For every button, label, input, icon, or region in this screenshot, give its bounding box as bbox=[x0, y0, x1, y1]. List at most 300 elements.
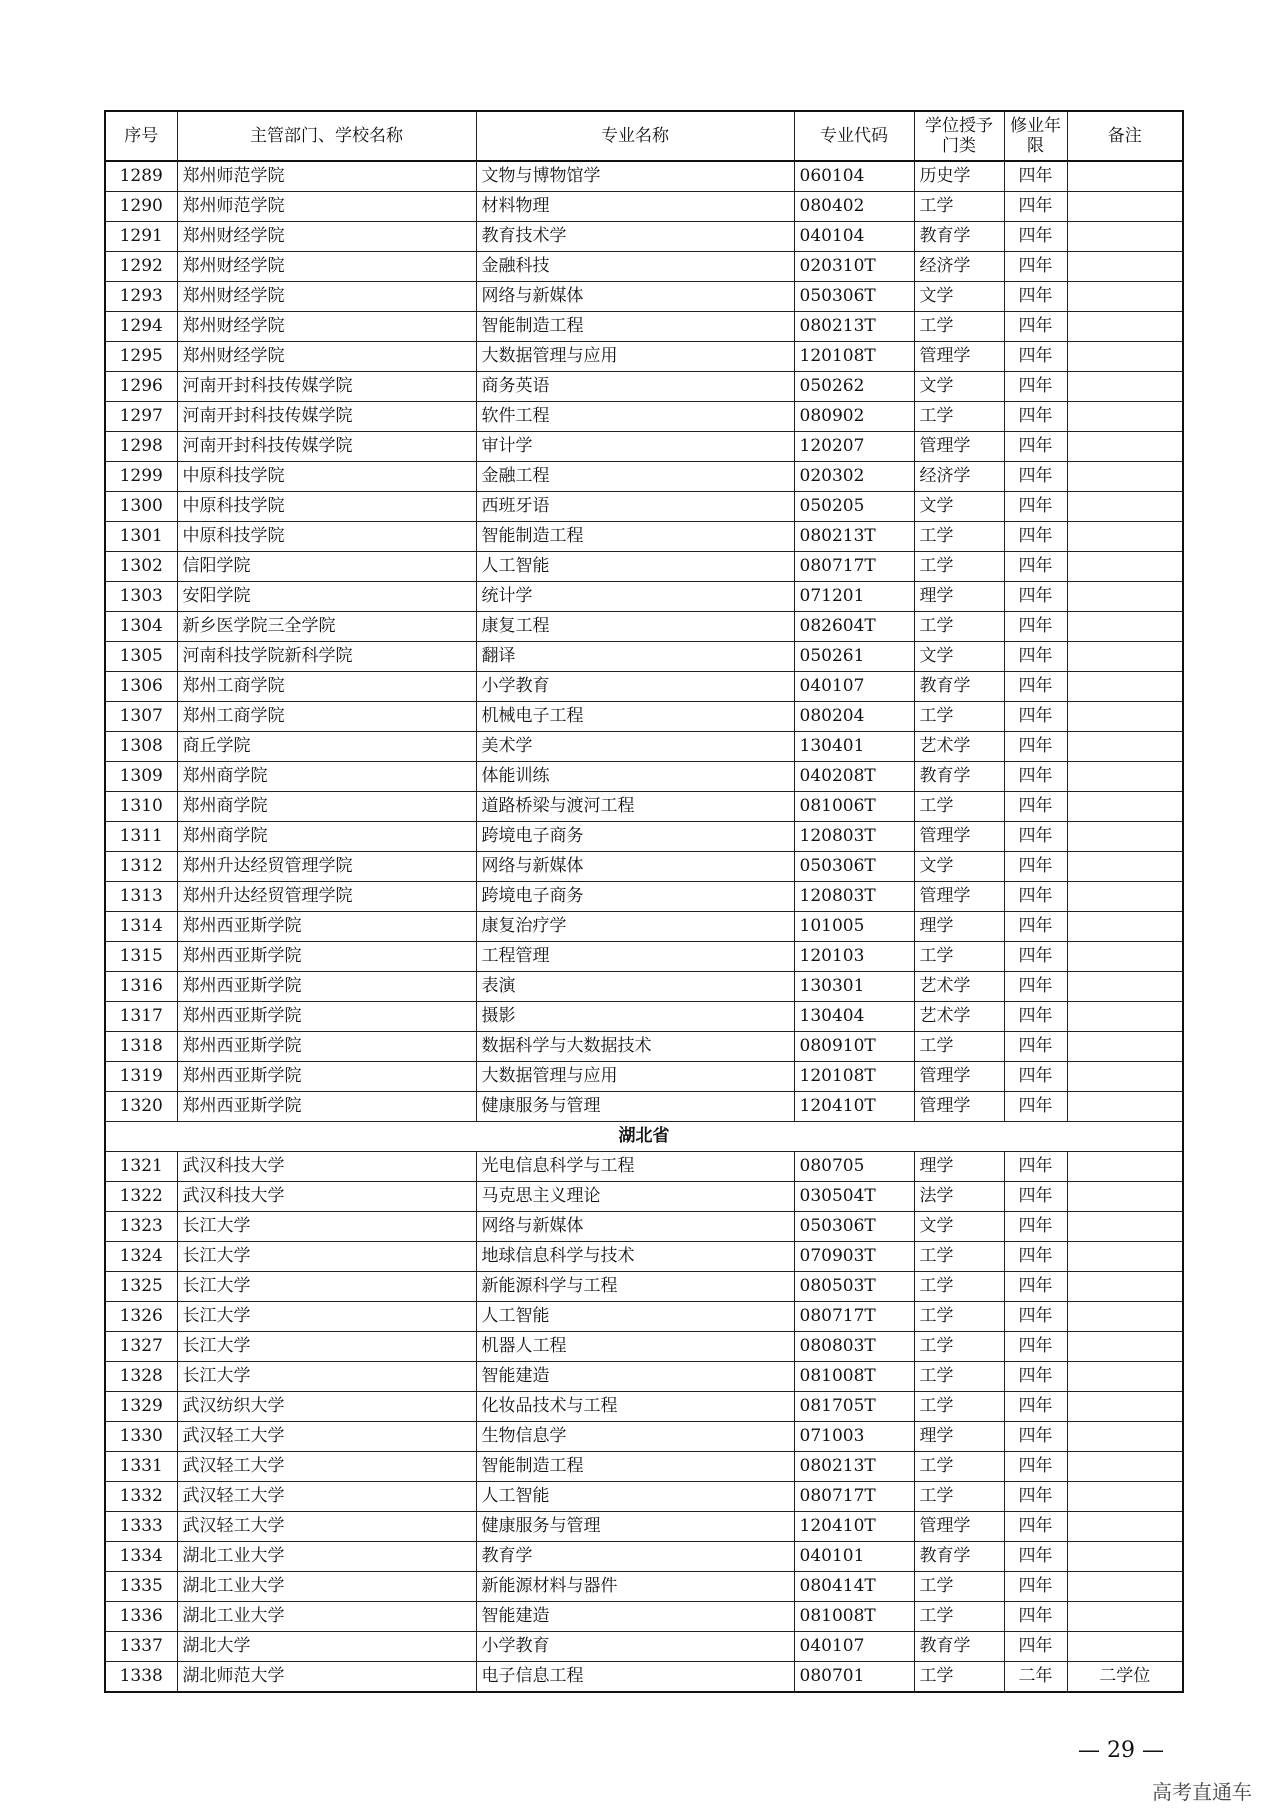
cell-code: 080204 bbox=[794, 702, 914, 732]
cell-major: 西班牙语 bbox=[476, 492, 794, 522]
cell-major: 审计学 bbox=[476, 432, 794, 462]
cell-degree: 理学 bbox=[914, 1422, 1004, 1452]
cell-major: 统计学 bbox=[476, 582, 794, 612]
cell-note bbox=[1067, 222, 1183, 252]
cell-major: 美术学 bbox=[476, 732, 794, 762]
cell-years: 四年 bbox=[1004, 1032, 1067, 1062]
header-degree: 学位授予门类 bbox=[914, 111, 1004, 161]
cell-years: 四年 bbox=[1004, 1632, 1067, 1662]
cell-degree: 理学 bbox=[914, 912, 1004, 942]
cell-note bbox=[1067, 1392, 1183, 1422]
cell-seq: 1306 bbox=[105, 672, 177, 702]
cell-note bbox=[1067, 882, 1183, 912]
cell-code: 080910T bbox=[794, 1032, 914, 1062]
table-row bbox=[105, 1662, 1183, 1693]
cell-code: 081705T bbox=[794, 1392, 914, 1422]
cell-school: 商丘学院 bbox=[177, 732, 476, 762]
table-row bbox=[105, 1542, 1183, 1572]
cell-code: 120803T bbox=[794, 822, 914, 852]
cell-school: 郑州西亚斯学院 bbox=[177, 942, 476, 972]
cell-seq: 1317 bbox=[105, 1002, 177, 1032]
cell-degree: 文学 bbox=[914, 282, 1004, 312]
table-row bbox=[105, 282, 1183, 312]
cell-note bbox=[1067, 1242, 1183, 1272]
cell-major: 地球信息科学与技术 bbox=[476, 1242, 794, 1272]
table-row bbox=[105, 942, 1183, 972]
cell-years: 四年 bbox=[1004, 1392, 1067, 1422]
cell-seq: 1293 bbox=[105, 282, 177, 312]
cell-school: 郑州工商学院 bbox=[177, 672, 476, 702]
cell-years: 四年 bbox=[1004, 1152, 1067, 1182]
cell-seq: 1289 bbox=[105, 161, 177, 192]
table-row bbox=[105, 1512, 1183, 1542]
cell-code: 120108T bbox=[794, 342, 914, 372]
cell-note bbox=[1067, 642, 1183, 672]
cell-school: 郑州西亚斯学院 bbox=[177, 1092, 476, 1122]
cell-degree: 工学 bbox=[914, 1392, 1004, 1422]
cell-seq: 1314 bbox=[105, 912, 177, 942]
cell-major: 人工智能 bbox=[476, 552, 794, 582]
cell-years: 四年 bbox=[1004, 342, 1067, 372]
cell-degree: 教育学 bbox=[914, 1542, 1004, 1572]
cell-degree: 经济学 bbox=[914, 252, 1004, 282]
cell-code: 040208T bbox=[794, 762, 914, 792]
cell-years: 四年 bbox=[1004, 672, 1067, 702]
cell-degree: 工学 bbox=[914, 702, 1004, 732]
cell-note bbox=[1067, 1092, 1183, 1122]
cell-note bbox=[1067, 522, 1183, 552]
cell-school: 河南科技学院新科学院 bbox=[177, 642, 476, 672]
cell-degree: 工学 bbox=[914, 612, 1004, 642]
table-row bbox=[105, 1392, 1183, 1422]
cell-degree: 管理学 bbox=[914, 432, 1004, 462]
cell-seq: 1332 bbox=[105, 1482, 177, 1512]
table-row bbox=[105, 342, 1183, 372]
cell-note bbox=[1067, 1632, 1183, 1662]
cell-major: 教育学 bbox=[476, 1542, 794, 1572]
cell-major: 健康服务与管理 bbox=[476, 1512, 794, 1542]
table-row bbox=[105, 672, 1183, 702]
cell-school: 郑州财经学院 bbox=[177, 282, 476, 312]
majors-table bbox=[104, 110, 1184, 1693]
cell-code: 120410T bbox=[794, 1092, 914, 1122]
cell-code: 080717T bbox=[794, 1482, 914, 1512]
cell-code: 081008T bbox=[794, 1362, 914, 1392]
cell-years: 四年 bbox=[1004, 1512, 1067, 1542]
table-row bbox=[105, 1602, 1183, 1632]
cell-seq: 1308 bbox=[105, 732, 177, 762]
cell-degree: 教育学 bbox=[914, 672, 1004, 702]
cell-note bbox=[1067, 161, 1183, 192]
cell-degree: 工学 bbox=[914, 1242, 1004, 1272]
cell-school: 长江大学 bbox=[177, 1362, 476, 1392]
cell-school: 郑州升达经贸管理学院 bbox=[177, 882, 476, 912]
cell-years: 四年 bbox=[1004, 822, 1067, 852]
cell-years: 四年 bbox=[1004, 1242, 1067, 1272]
cell-school: 武汉科技大学 bbox=[177, 1152, 476, 1182]
cell-note bbox=[1067, 942, 1183, 972]
cell-note bbox=[1067, 372, 1183, 402]
cell-major: 智能建造 bbox=[476, 1602, 794, 1632]
cell-seq: 1319 bbox=[105, 1062, 177, 1092]
cell-note bbox=[1067, 612, 1183, 642]
cell-seq: 1328 bbox=[105, 1362, 177, 1392]
cell-degree: 教育学 bbox=[914, 762, 1004, 792]
cell-years: 四年 bbox=[1004, 432, 1067, 462]
cell-major: 机械电子工程 bbox=[476, 702, 794, 732]
cell-major: 商务英语 bbox=[476, 372, 794, 402]
cell-major: 软件工程 bbox=[476, 402, 794, 432]
cell-years: 四年 bbox=[1004, 1302, 1067, 1332]
cell-years: 四年 bbox=[1004, 1572, 1067, 1602]
cell-years: 四年 bbox=[1004, 282, 1067, 312]
cell-code: 080213T bbox=[794, 312, 914, 342]
cell-seq: 1336 bbox=[105, 1602, 177, 1632]
cell-code: 080503T bbox=[794, 1272, 914, 1302]
table-row bbox=[105, 1482, 1183, 1512]
cell-major: 网络与新媒体 bbox=[476, 1212, 794, 1242]
cell-degree: 经济学 bbox=[914, 462, 1004, 492]
cell-school: 中原科技学院 bbox=[177, 462, 476, 492]
cell-code: 050306T bbox=[794, 282, 914, 312]
table-row bbox=[105, 642, 1183, 672]
cell-major: 网络与新媒体 bbox=[476, 282, 794, 312]
table-row bbox=[105, 1062, 1183, 1092]
table-row bbox=[105, 702, 1183, 732]
cell-years: 四年 bbox=[1004, 702, 1067, 732]
cell-code: 050261 bbox=[794, 642, 914, 672]
cell-note bbox=[1067, 1452, 1183, 1482]
page-number: — 29 — bbox=[1078, 1738, 1164, 1763]
header-note: 备注 bbox=[1067, 111, 1183, 161]
cell-note bbox=[1067, 1002, 1183, 1032]
cell-major: 跨境电子商务 bbox=[476, 822, 794, 852]
cell-seq: 1326 bbox=[105, 1302, 177, 1332]
cell-major: 康复工程 bbox=[476, 612, 794, 642]
cell-note bbox=[1067, 702, 1183, 732]
cell-school: 郑州西亚斯学院 bbox=[177, 1032, 476, 1062]
cell-seq: 1311 bbox=[105, 822, 177, 852]
table-row bbox=[105, 552, 1183, 582]
cell-note bbox=[1067, 1482, 1183, 1512]
cell-degree: 艺术学 bbox=[914, 732, 1004, 762]
cell-seq: 1290 bbox=[105, 192, 177, 222]
cell-degree: 教育学 bbox=[914, 1632, 1004, 1662]
cell-major: 表演 bbox=[476, 972, 794, 1002]
cell-degree: 工学 bbox=[914, 1332, 1004, 1362]
cell-note bbox=[1067, 192, 1183, 222]
cell-major: 道路桥梁与渡河工程 bbox=[476, 792, 794, 822]
cell-degree: 工学 bbox=[914, 1362, 1004, 1392]
cell-note bbox=[1067, 822, 1183, 852]
cell-school: 长江大学 bbox=[177, 1242, 476, 1272]
cell-school: 湖北大学 bbox=[177, 1632, 476, 1662]
cell-seq: 1300 bbox=[105, 492, 177, 522]
cell-years: 四年 bbox=[1004, 882, 1067, 912]
cell-seq: 1307 bbox=[105, 702, 177, 732]
cell-degree: 文学 bbox=[914, 642, 1004, 672]
cell-years: 四年 bbox=[1004, 852, 1067, 882]
cell-years: 四年 bbox=[1004, 942, 1067, 972]
table-row bbox=[105, 612, 1183, 642]
cell-major: 电子信息工程 bbox=[476, 1662, 794, 1693]
cell-code: 080701 bbox=[794, 1662, 914, 1693]
cell-major: 大数据管理与应用 bbox=[476, 1062, 794, 1092]
table-row bbox=[105, 822, 1183, 852]
cell-seq: 1298 bbox=[105, 432, 177, 462]
cell-seq: 1291 bbox=[105, 222, 177, 252]
cell-degree: 工学 bbox=[914, 1272, 1004, 1302]
cell-note bbox=[1067, 1572, 1183, 1602]
cell-years: 四年 bbox=[1004, 462, 1067, 492]
cell-code: 130401 bbox=[794, 732, 914, 762]
cell-years: 四年 bbox=[1004, 1452, 1067, 1482]
cell-note bbox=[1067, 972, 1183, 1002]
cell-school: 湖北工业大学 bbox=[177, 1542, 476, 1572]
cell-school: 中原科技学院 bbox=[177, 492, 476, 522]
table-row bbox=[105, 1092, 1183, 1122]
cell-note bbox=[1067, 1182, 1183, 1212]
cell-school: 安阳学院 bbox=[177, 582, 476, 612]
table-row bbox=[105, 1572, 1183, 1602]
cell-school: 郑州师范学院 bbox=[177, 161, 476, 192]
cell-degree: 工学 bbox=[914, 1602, 1004, 1632]
cell-seq: 1325 bbox=[105, 1272, 177, 1302]
table-row bbox=[105, 1362, 1183, 1392]
cell-degree: 工学 bbox=[914, 1452, 1004, 1482]
cell-seq: 1303 bbox=[105, 582, 177, 612]
cell-degree: 文学 bbox=[914, 852, 1004, 882]
cell-code: 050205 bbox=[794, 492, 914, 522]
cell-degree: 文学 bbox=[914, 1212, 1004, 1242]
cell-major: 智能制造工程 bbox=[476, 1452, 794, 1482]
cell-code: 120103 bbox=[794, 942, 914, 972]
table-row bbox=[105, 1002, 1183, 1032]
cell-major: 摄影 bbox=[476, 1002, 794, 1032]
cell-school: 河南开封科技传媒学院 bbox=[177, 432, 476, 462]
admissions-table-container bbox=[104, 110, 1182, 1693]
cell-school: 郑州升达经贸管理学院 bbox=[177, 852, 476, 882]
table-header-row bbox=[105, 111, 1183, 161]
cell-seq: 1331 bbox=[105, 1452, 177, 1482]
table-row bbox=[105, 1422, 1183, 1452]
cell-code: 130301 bbox=[794, 972, 914, 1002]
section-title: 湖北省 bbox=[105, 1122, 1183, 1152]
table-row bbox=[105, 522, 1183, 552]
cell-school: 郑州西亚斯学院 bbox=[177, 972, 476, 1002]
cell-major: 大数据管理与应用 bbox=[476, 342, 794, 372]
header-major: 专业名称 bbox=[476, 111, 794, 161]
cell-school: 郑州商学院 bbox=[177, 822, 476, 852]
table-row bbox=[105, 372, 1183, 402]
cell-school: 郑州财经学院 bbox=[177, 222, 476, 252]
cell-major: 跨境电子商务 bbox=[476, 882, 794, 912]
cell-school: 河南开封科技传媒学院 bbox=[177, 402, 476, 432]
cell-major: 工程管理 bbox=[476, 942, 794, 972]
cell-code: 080414T bbox=[794, 1572, 914, 1602]
cell-note bbox=[1067, 1422, 1183, 1452]
cell-note bbox=[1067, 342, 1183, 372]
cell-code: 071201 bbox=[794, 582, 914, 612]
cell-school: 郑州财经学院 bbox=[177, 252, 476, 282]
cell-degree: 教育学 bbox=[914, 222, 1004, 252]
cell-major: 化妆品技术与工程 bbox=[476, 1392, 794, 1422]
cell-note bbox=[1067, 462, 1183, 492]
cell-code: 130404 bbox=[794, 1002, 914, 1032]
cell-code: 040107 bbox=[794, 672, 914, 702]
cell-degree: 管理学 bbox=[914, 1092, 1004, 1122]
cell-school: 郑州西亚斯学院 bbox=[177, 912, 476, 942]
cell-note bbox=[1067, 1272, 1183, 1302]
cell-seq: 1296 bbox=[105, 372, 177, 402]
header-code: 专业代码 bbox=[794, 111, 914, 161]
watermark-text: 高考直通车 bbox=[1152, 1780, 1252, 1804]
cell-seq: 1315 bbox=[105, 942, 177, 972]
cell-code: 040101 bbox=[794, 1542, 914, 1572]
cell-note bbox=[1067, 1032, 1183, 1062]
table-row bbox=[105, 312, 1183, 342]
cell-school: 郑州师范学院 bbox=[177, 192, 476, 222]
cell-note bbox=[1067, 1362, 1183, 1392]
table-row bbox=[105, 462, 1183, 492]
cell-major: 数据科学与大数据技术 bbox=[476, 1032, 794, 1062]
table-row bbox=[105, 192, 1183, 222]
cell-years: 四年 bbox=[1004, 1542, 1067, 1572]
cell-school: 长江大学 bbox=[177, 1212, 476, 1242]
cell-years: 四年 bbox=[1004, 792, 1067, 822]
cell-seq: 1309 bbox=[105, 762, 177, 792]
cell-years: 四年 bbox=[1004, 912, 1067, 942]
cell-major: 新能源科学与工程 bbox=[476, 1272, 794, 1302]
cell-code: 070903T bbox=[794, 1242, 914, 1272]
cell-school: 郑州西亚斯学院 bbox=[177, 1062, 476, 1092]
cell-school: 湖北工业大学 bbox=[177, 1572, 476, 1602]
table-row bbox=[105, 1632, 1183, 1662]
table-row bbox=[105, 1302, 1183, 1332]
cell-code: 020302 bbox=[794, 462, 914, 492]
cell-seq: 1338 bbox=[105, 1662, 177, 1693]
cell-years: 四年 bbox=[1004, 1602, 1067, 1632]
table-row bbox=[105, 582, 1183, 612]
cell-major: 文物与博物馆学 bbox=[476, 161, 794, 192]
cell-seq: 1294 bbox=[105, 312, 177, 342]
cell-school: 郑州财经学院 bbox=[177, 312, 476, 342]
cell-code: 080402 bbox=[794, 192, 914, 222]
cell-school: 郑州财经学院 bbox=[177, 342, 476, 372]
cell-major: 光电信息科学与工程 bbox=[476, 1152, 794, 1182]
table-row bbox=[105, 912, 1183, 942]
cell-degree: 工学 bbox=[914, 312, 1004, 342]
table-row bbox=[105, 1152, 1183, 1182]
cell-seq: 1292 bbox=[105, 252, 177, 282]
cell-years: 四年 bbox=[1004, 1212, 1067, 1242]
cell-code: 050306T bbox=[794, 852, 914, 882]
table-row bbox=[105, 1212, 1183, 1242]
cell-degree: 工学 bbox=[914, 1302, 1004, 1332]
cell-note bbox=[1067, 312, 1183, 342]
cell-years: 四年 bbox=[1004, 1002, 1067, 1032]
cell-note bbox=[1067, 1542, 1183, 1572]
cell-major: 人工智能 bbox=[476, 1482, 794, 1512]
cell-major: 教育技术学 bbox=[476, 222, 794, 252]
cell-seq: 1321 bbox=[105, 1152, 177, 1182]
cell-note bbox=[1067, 282, 1183, 312]
cell-years: 四年 bbox=[1004, 1182, 1067, 1212]
cell-seq: 1313 bbox=[105, 882, 177, 912]
cell-code: 101005 bbox=[794, 912, 914, 942]
cell-note bbox=[1067, 672, 1183, 702]
cell-code: 050306T bbox=[794, 1212, 914, 1242]
table-row bbox=[105, 972, 1183, 1002]
cell-major: 新能源材料与器件 bbox=[476, 1572, 794, 1602]
cell-school: 武汉轻工大学 bbox=[177, 1512, 476, 1542]
cell-degree: 工学 bbox=[914, 522, 1004, 552]
cell-years: 四年 bbox=[1004, 1332, 1067, 1362]
cell-seq: 1330 bbox=[105, 1422, 177, 1452]
cell-major: 金融科技 bbox=[476, 252, 794, 282]
cell-degree: 管理学 bbox=[914, 342, 1004, 372]
cell-note bbox=[1067, 732, 1183, 762]
cell-major: 金融工程 bbox=[476, 462, 794, 492]
cell-seq: 1335 bbox=[105, 1572, 177, 1602]
cell-degree: 管理学 bbox=[914, 822, 1004, 852]
cell-years: 四年 bbox=[1004, 732, 1067, 762]
cell-major: 网络与新媒体 bbox=[476, 852, 794, 882]
cell-note bbox=[1067, 582, 1183, 612]
table-row bbox=[105, 402, 1183, 432]
cell-major: 智能制造工程 bbox=[476, 522, 794, 552]
table-row bbox=[105, 432, 1183, 462]
cell-degree: 工学 bbox=[914, 1662, 1004, 1693]
cell-years: 四年 bbox=[1004, 642, 1067, 672]
cell-years: 四年 bbox=[1004, 1062, 1067, 1092]
cell-seq: 1322 bbox=[105, 1182, 177, 1212]
table-row bbox=[105, 1032, 1183, 1062]
cell-note bbox=[1067, 1332, 1183, 1362]
table-row bbox=[105, 492, 1183, 522]
cell-seq: 1324 bbox=[105, 1242, 177, 1272]
cell-years: 四年 bbox=[1004, 312, 1067, 342]
cell-major: 智能建造 bbox=[476, 1362, 794, 1392]
cell-years: 四年 bbox=[1004, 192, 1067, 222]
cell-note bbox=[1067, 1602, 1183, 1632]
table-row bbox=[105, 1182, 1183, 1212]
cell-years: 四年 bbox=[1004, 612, 1067, 642]
cell-degree: 管理学 bbox=[914, 1062, 1004, 1092]
table-row bbox=[105, 1272, 1183, 1302]
cell-school: 长江大学 bbox=[177, 1332, 476, 1362]
cell-major: 小学教育 bbox=[476, 1632, 794, 1662]
cell-note bbox=[1067, 912, 1183, 942]
cell-seq: 1334 bbox=[105, 1542, 177, 1572]
cell-degree: 工学 bbox=[914, 1032, 1004, 1062]
cell-years: 四年 bbox=[1004, 1422, 1067, 1452]
cell-seq: 1295 bbox=[105, 342, 177, 372]
cell-major: 体能训练 bbox=[476, 762, 794, 792]
cell-degree: 文学 bbox=[914, 492, 1004, 522]
cell-code: 071003 bbox=[794, 1422, 914, 1452]
cell-school: 郑州商学院 bbox=[177, 762, 476, 792]
cell-code: 040104 bbox=[794, 222, 914, 252]
cell-code: 080213T bbox=[794, 522, 914, 552]
table-row bbox=[105, 852, 1183, 882]
cell-years: 四年 bbox=[1004, 1482, 1067, 1512]
cell-code: 060104 bbox=[794, 161, 914, 192]
cell-code: 081008T bbox=[794, 1602, 914, 1632]
cell-degree: 管理学 bbox=[914, 882, 1004, 912]
cell-degree: 管理学 bbox=[914, 1512, 1004, 1542]
cell-school: 信阳学院 bbox=[177, 552, 476, 582]
